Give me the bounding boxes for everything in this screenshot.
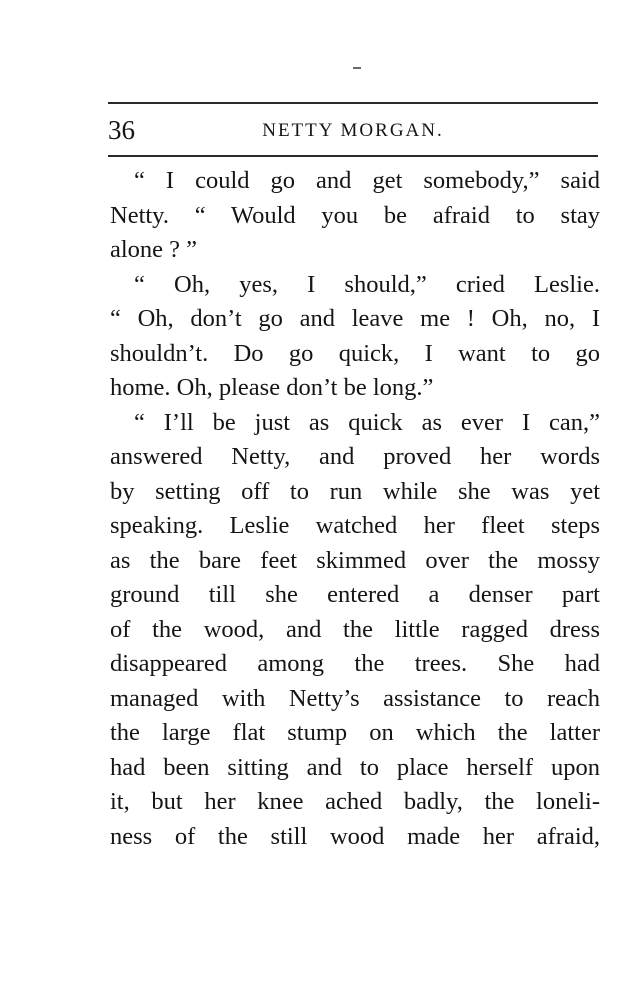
text-line: shouldn’t. Do go quick, I want to go — [110, 339, 600, 367]
page-number: 36 — [108, 115, 135, 145]
running-head — [108, 112, 598, 148]
text-line: disappeared among the trees. She had — [110, 650, 600, 677]
text-line: ground till she entered a denser part — [110, 581, 600, 608]
text-line: by setting off to run while she was yet — [110, 477, 600, 505]
text-line: the large flat stump on which the latter — [110, 719, 600, 746]
text-line: as the bare feet skimmed over the mossy — [110, 546, 600, 574]
text-line: managed with Netty’s assistance to reach — [110, 684, 600, 712]
text-line: it, but her knee ached badly, the loneli- — [110, 788, 600, 815]
text-line: of the wood, and the little ragged dress — [110, 615, 600, 643]
text-line: ness of the still wood made her afraid, — [110, 822, 600, 850]
text-line: speaking. Leslie watched her fleet steps — [110, 512, 600, 539]
running-title: NETTY MORGAN. — [262, 120, 444, 141]
header-top-rule — [108, 102, 598, 104]
text-line: home. Oh, please don’t be long.” — [110, 374, 434, 401]
text-line: alone ? ” — [110, 236, 198, 263]
text-line: “ Oh, don’t go and leave me ! Oh, no, I — [110, 305, 600, 332]
text-line: answered Netty, and proved her words — [110, 443, 600, 470]
text-line: “ Oh, yes, I should,” cried Leslie. — [134, 270, 600, 298]
text-line: “ I’ll be just as quick as ever I can,” — [134, 408, 600, 436]
print-mark — [353, 67, 361, 69]
text-line: “ I could go and get somebody,” said — [134, 167, 600, 194]
text-line: Netty. “ Would you be afraid to stay — [110, 201, 600, 229]
header-bottom-rule — [108, 155, 598, 157]
body-text — [110, 164, 600, 854]
text-line: had been sitting and to place herself upon — [110, 753, 600, 781]
